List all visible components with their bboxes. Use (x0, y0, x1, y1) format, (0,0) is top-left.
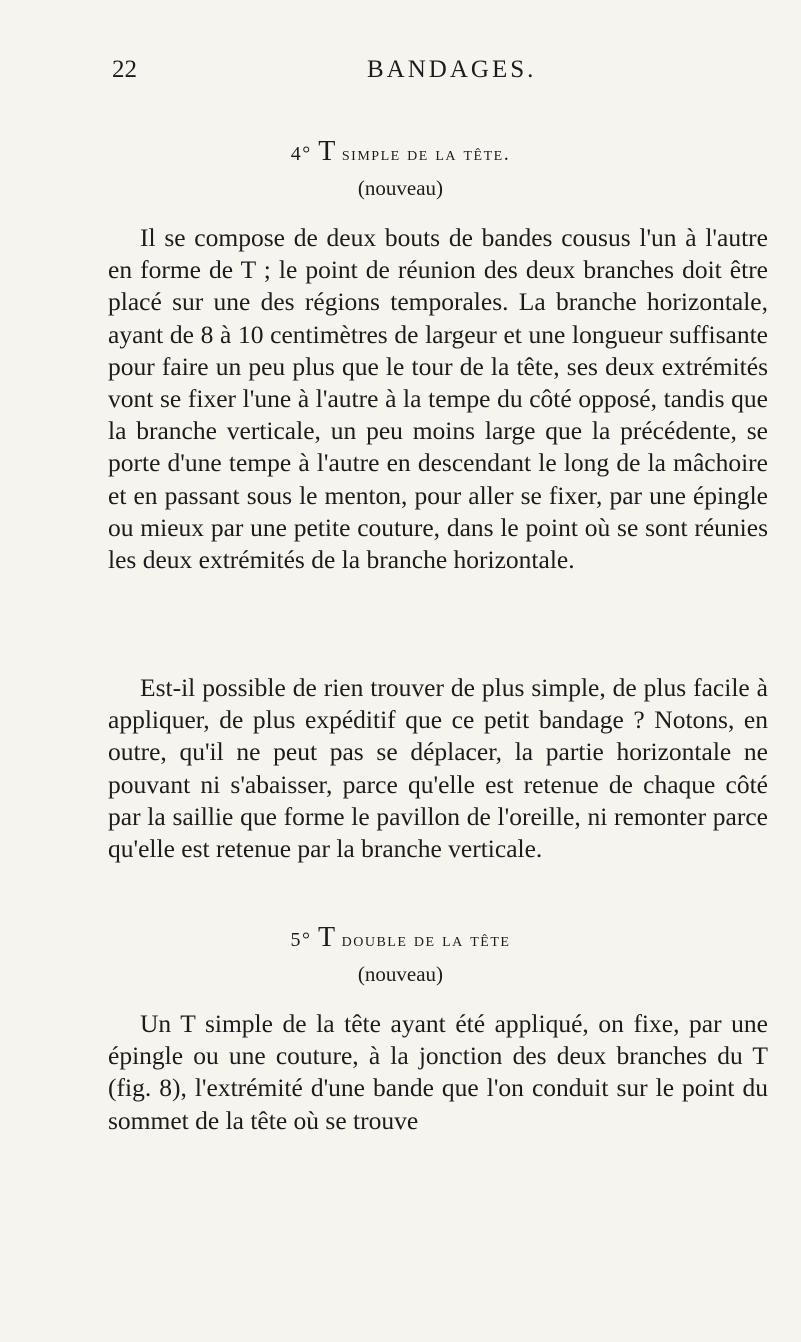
section-title: double de la tête (341, 929, 511, 951)
running-head (112, 56, 761, 84)
section-number: 4° (290, 143, 312, 165)
section-number: 5° (290, 929, 312, 951)
section-subtitle-4: (nouveau) (357, 176, 444, 200)
section-heading-4 (0, 136, 801, 168)
section-heading-5 (0, 922, 801, 954)
running-title: BANDAGES. (367, 56, 537, 83)
paragraph-3: Un T simple de la tête ayant été appliqué, on fixe, par une épingle ou une couture, à la jonction des deux branches du T (fig. 8), l'extrémité d'une bande que l'on conduit sur le point du sommet de la tête où se trouve (108, 1009, 768, 1135)
paragraph-1: Il se compose de deux bouts de bandes cousus l'un à l'autre en forme de T ; le point de réunion des deux branches doit être placé sur une des régions temporales. La branche horizontale, ayant de 8 à 10 centimètres de largeur et une longueur suffisante pour faire un peu plus que le tour de la tête, ses deux extrémités vont se fixer l'une à l'autre à la tempe du côté opposé, tandis que la branche verticale, un peu moins large que la précédente, se porte d'une tempe à l'autre en descendant le long de la mâchoire et en passant sous le menton, pour aller se fixer, par une épingle ou mieux par une petite couture, dans le point où se sont réunies les deux extrémités de la branche horizontale. (108, 223, 768, 575)
page-number: 22 (112, 56, 137, 83)
section-title: simple de la tête. (341, 143, 511, 165)
section-letter: T (318, 136, 336, 167)
section-letter: T (318, 922, 336, 953)
paragraph-2: Est-il possible de rien trouver de plus simple, de plus facile à appliquer, de plus expéditif que ce petit bandage ? Notons, en outre, qu'il ne peut pas se déplacer, la partie horizontale ne pouvant ni s'abaisser, parce qu'elle est retenue de chaque côté par la saillie que forme le pavillon de l'oreille, ni remonter parce qu'elle est retenue par la branche verticale. (108, 673, 768, 864)
section-subtitle-5: (nouveau) (357, 962, 444, 986)
